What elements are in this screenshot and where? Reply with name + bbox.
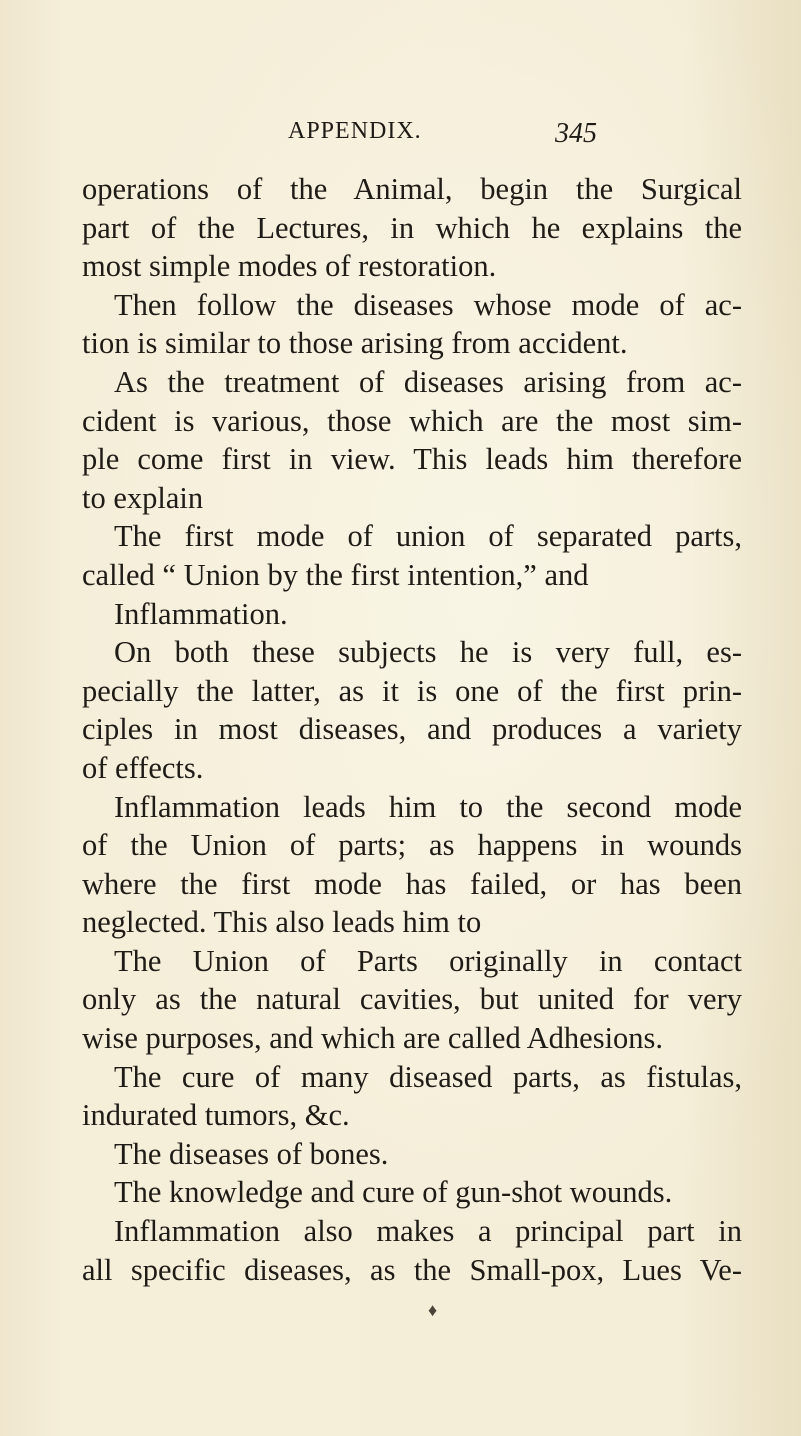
text-line: Inflammation also makes a principal part in	[114, 1214, 742, 1249]
text-line: The Union of Parts originally in contact	[114, 943, 742, 978]
text-line: all specific diseases, as the Small-pox, Lues Ve-	[82, 1252, 742, 1287]
text-line: of the Union of parts; as happens in wounds	[82, 828, 742, 863]
text-line: The diseases of bones.	[114, 1136, 389, 1171]
page-number: 345	[555, 118, 597, 149]
text-line: The cure of many diseased parts, as fistulas,	[114, 1059, 742, 1094]
text-line: pecially the latter, as it is one of the first prin-	[82, 673, 742, 708]
text-line: operations of the Animal, begin the Surgical	[82, 172, 742, 206]
text-line: cident is various, those which are the most sim-	[82, 403, 742, 438]
page-header	[0, 118, 801, 154]
text-line: As the treatment of diseases arising from ac-	[114, 364, 742, 399]
text-line: Inflammation leads him to the second mode	[114, 789, 742, 824]
text-line: ple come first in view. This leads him therefore	[82, 442, 742, 477]
text-line: neglected. This also leads him to	[82, 905, 482, 940]
running-head: APPENDIX.	[288, 118, 422, 144]
text-line: wise purposes, and which are called Adhesions.	[82, 1021, 664, 1056]
footer-mark: ♦	[428, 1300, 438, 1320]
text-line: indurated tumors, &c.	[82, 1098, 350, 1133]
text-line: only as the natural cavities, but united for very	[82, 982, 742, 1017]
text-line: most simple modes of restoration.	[82, 249, 497, 284]
body-text	[82, 170, 742, 1289]
text-line: called “ Union by the first intention,” and	[82, 557, 589, 592]
text-line: On both these subjects he is very full, es-	[114, 635, 742, 670]
text-line: Then follow the diseases whose mode of ac-	[114, 287, 742, 322]
text-line: The knowledge and cure of gun-shot wounds.	[114, 1175, 673, 1210]
text-line: where the first mode has failed, or has been	[82, 866, 742, 901]
text-line: to explain	[82, 480, 204, 515]
text-line: Inflammation.	[114, 596, 288, 631]
text-line: tion is similar to those arising from accident.	[82, 326, 628, 361]
text-line: of effects.	[82, 750, 204, 785]
text-line: part of the Lectures, in which he explains the	[82, 210, 742, 245]
text-line: ciples in most diseases, and produces a variety	[82, 712, 742, 747]
text-line: The first mode of union of separated parts,	[114, 519, 742, 554]
